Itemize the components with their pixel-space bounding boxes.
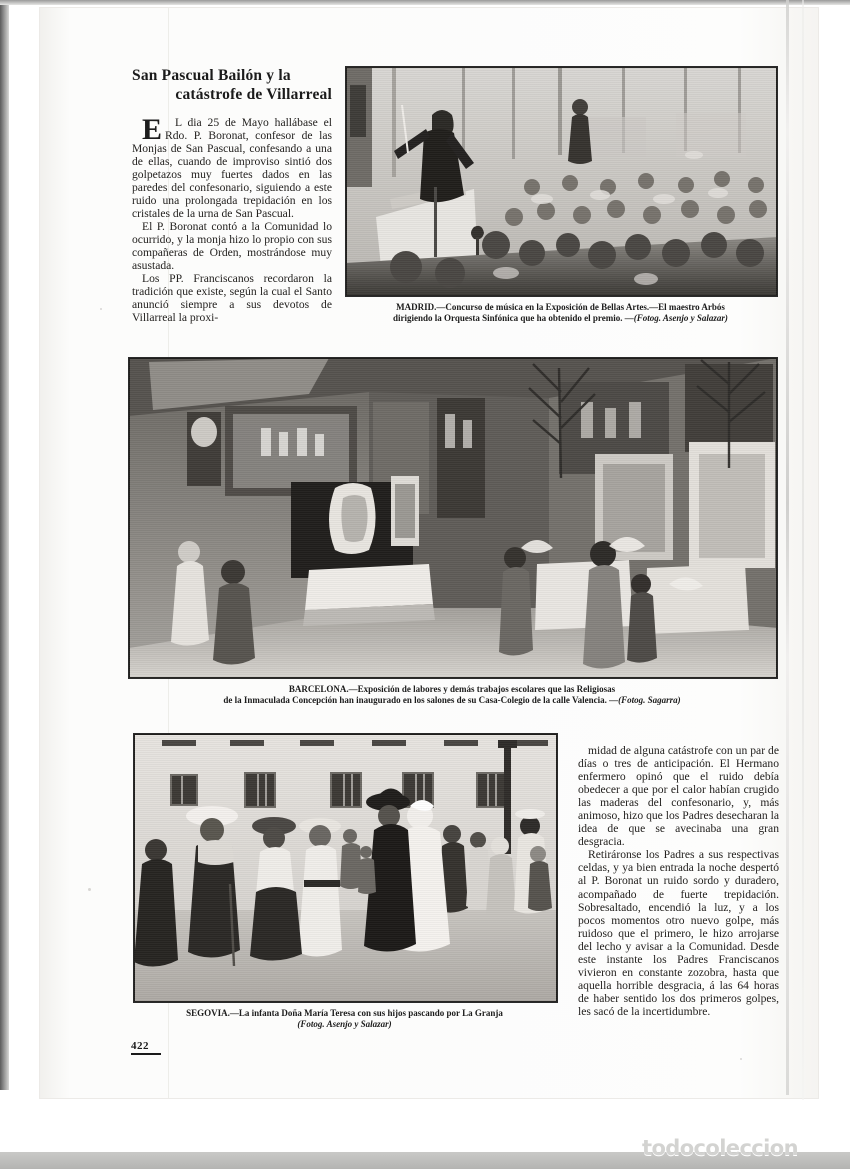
paragraph: Los PP. Franciscanos recordaron la tradición que existe, según la cual el Santo anunció siempre a sus devotos de Villarreal la proxi- [132,272,332,324]
scan-edge-shadow-top [0,0,850,5]
photo-credit: (Fotog. Asenjo y Salazar) [297,1019,392,1030]
article-right-column [578,744,779,1018]
paper-speck [740,1058,742,1060]
scan-edge-shadow-left [0,0,9,1090]
watermark-todocoleccion: todocoleccion [642,1136,798,1160]
drop-cap: E [142,113,163,146]
halftone-grain [346,67,777,296]
photo-madrid-concert [345,66,778,297]
caption-line1: SEGOVIA.—La infanta Doña María Teresa con sus hijos pascando por La Granja [186,1008,503,1018]
paper-speck [88,888,91,891]
torn-paper-edge [786,0,789,1095]
caption-line1: MADRID.—Concurso de música en la Exposición de Bellas Artes.—El maestro Arbós [396,302,725,312]
article-body-right [578,744,779,1018]
paragraph: Retiráronse los Padres a sus respectivas celdas, y ya bien entrada la noche despertó al P. Boronat un ruido sordo y duradero, acompañado de fuerte trepidación. Sobresaltado, encendió la luz, y a los pocos momentos otro nuevo golpe, más ruidoso que el primero, le hizo arrojarse del lecho y avisar a la Comunidad. Desde este instante los Padres Franciscanos vivieron en constante zozobra, hasta que aquella horrible desgracia, á las 64 horas de haber sentido los dos primeros golpes, les sacó de la incertidumbre. [578,848,779,1018]
caption-madrid [345,302,776,325]
halftone-grain [134,734,557,1002]
paragraph: El P. Boronat contó a la Comunidad lo ocurrido, y la monja hizo lo propio con sus compañeras de Orden, mostrándose muy asustada. [132,220,332,272]
photo-barcelona-exhibition [128,357,778,679]
page-number-value: 422 [131,1040,149,1052]
caption-line1: BARCELONA.—Exposición de labores y demás trabajos escolares que las Religiosas [288,684,616,694]
article-left-column [132,66,332,324]
photo-credit: —(Fotog. Sagarra) [609,695,681,706]
caption-barcelona [128,684,776,707]
article-title [132,66,332,104]
caption-segovia [133,1008,556,1031]
photo-credit: —(Fotog. Asenjo y Salazar) [624,313,728,324]
photo-segovia-infanta [133,733,558,1003]
paragraph: midad de alguna catástrofe con un par de días o tres de anticipación. El Hermano enfermero opinó que el ruido debía obedecer a que por el calor habían crugido las maderas del confesonario, y, más animoso, hizo que los Padres desecharan la idea de que se avecinaba una gran desgracia. [578,744,779,849]
article-title-line2: catástrofe de Villarreal [175,86,332,103]
paragraph-text: L dia 25 de Mayo hallábase el Rdo. P. Boronat, confesor de las Monjas de San Pascual, confesando a una de ellas, cuando de improviso sintió dos golpetazos muy fuertes dados en las paredes del confesonario, siguiendo a este ruido una prolongada trepidación en los cristales de la urna de San Pascual. [132,116,332,220]
page-number-rule [131,1053,161,1055]
caption-line2: dirigiendo la Orquesta Sinfónica que ha obtenido el premio. [393,313,623,324]
paragraph [132,113,332,220]
page-number [131,1040,161,1055]
article-body-left [132,113,332,324]
torn-paper-edge-outer [802,0,804,1100]
article-title-line1: San Pascual Bailón y la [132,67,291,84]
halftone-grain [129,358,777,678]
caption-line2: de la Inmaculada Concepción han inaugurado en los salones de su Casa-Colegio de la calle Valencia. [223,695,607,706]
paper-speck [100,308,102,310]
